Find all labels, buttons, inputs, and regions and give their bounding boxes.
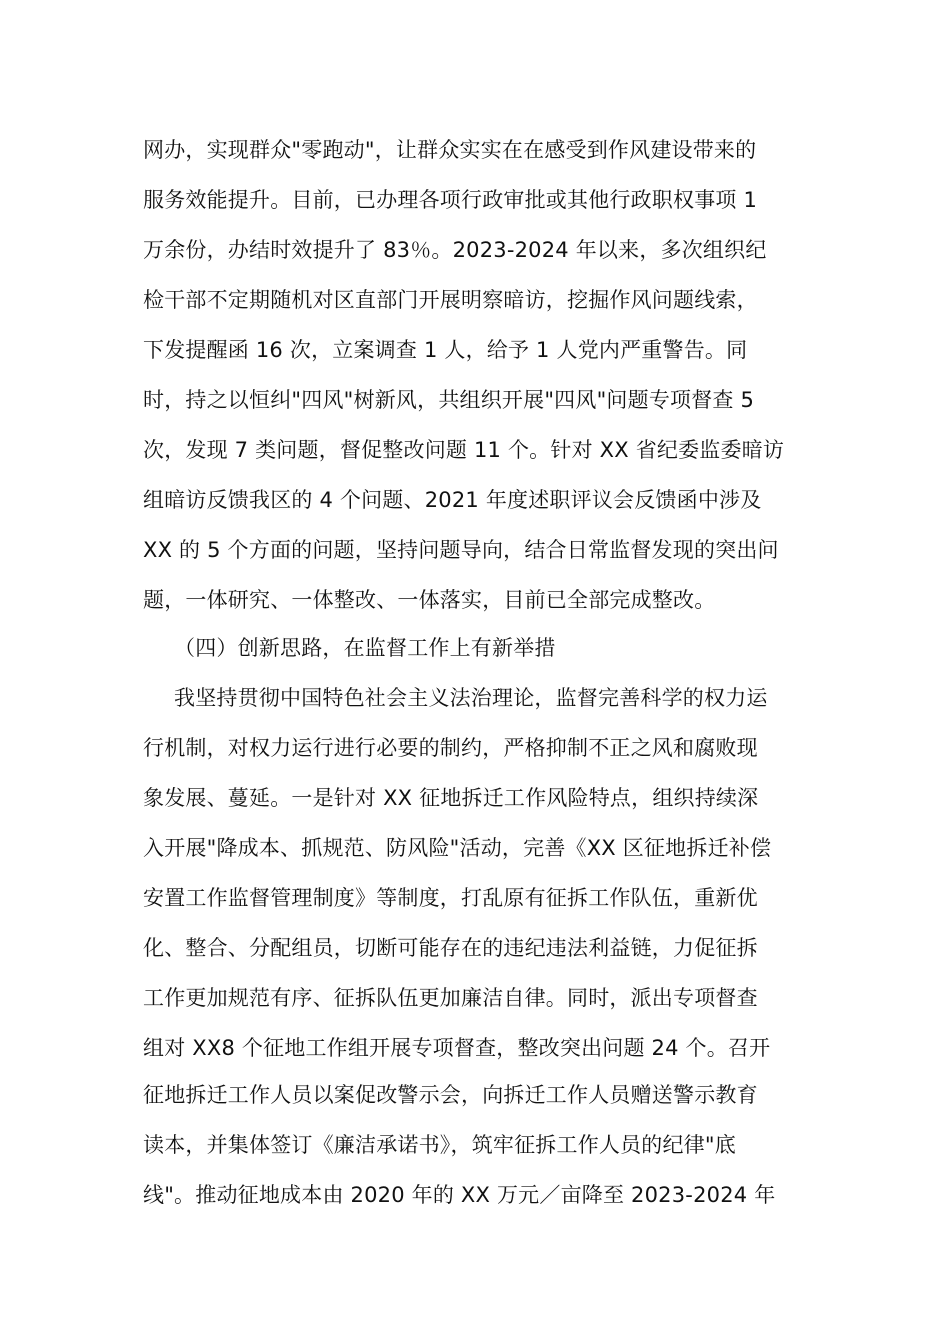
paragraph-line: 服务效能提升。目前，已办理各项行政审批或其他行政职权事项 1 [143,188,758,212]
paragraph-line: 组暗访反馈我区的 4 个问题、2021 年度述职评议会反馈函中涉及 [143,488,762,512]
paragraph-line: 象发展、蔓延。一是针对 XX 征地拆迁工作风险特点，组织持续深 [143,786,759,810]
paragraph-line: 安置工作监督管理制度》等制度，打乱原有征拆工作队伍，重新优 [143,886,758,910]
section-heading: （四）创新思路，在监督工作上有新举措 [174,636,556,660]
paragraph-line: 下发提醒函 16 次，立案调查 1 人，给予 1 人党内严重警告。同 [143,338,748,362]
paragraph-line: 工作更加规范有序、征拆队伍更加廉洁自律。同时，派出专项督查 [143,986,758,1010]
paragraph-line: 题，一体研究、一体整改、一体落实，目前已全部完成整改。 [143,588,716,612]
paragraph-line: 化、整合、分配组员，切断可能存在的违纪违法利益链，力促征拆 [143,936,758,960]
paragraph-line: 组对 XX8 个征地工作组开展专项督查，整改突出问题 24 个。召开 [143,1036,771,1060]
paragraph-line: 万余份，办结时效提升了 83％。2023-2024 年以来，多次组织纪 [143,238,767,262]
paragraph-line: 检干部不定期随机对区直部门开展明察暗访，挖掘作风问题线索， [143,288,758,312]
paragraph-line: 网办，实现群众"零跑动"，让群众实实在在感受到作风建设带来的 [143,138,757,162]
paragraph-line: 入开展"降成本、抓规范、防风险"活动，完善《XX 区征地拆迁补偿 [143,836,772,860]
paragraph-line: 行机制，对权力运行进行必要的制约，严格抑制不正之风和腐败现 [143,736,758,760]
paragraph-line: 读本，并集体签订《廉洁承诺书》，筑牢征拆工作人员的纪律"底 [143,1133,736,1157]
paragraph-line: 次，发现 7 类问题，督促整改问题 11 个。针对 XX 省纪委监委暗访 [143,438,785,462]
paragraph-line: 线"。推动征地成本由 2020 年的 XX 万元／亩降至 2023-2024 年 [143,1183,776,1207]
paragraph-line: 征地拆迁工作人员以案促改警示会，向拆迁工作人员赠送警示教育 [143,1083,758,1107]
paragraph-line: 我坚持贯彻中国特色社会主义法治理论，监督完善科学的权力运 [174,686,768,710]
paragraph-line: 时，持之以恒纠"四风"树新风，共组织开展"四风"问题专项督查 5 [143,388,755,412]
paragraph-line: XX 的 5 个方面的问题，坚持问题导向，结合日常监督发现的突出问 [143,538,779,562]
